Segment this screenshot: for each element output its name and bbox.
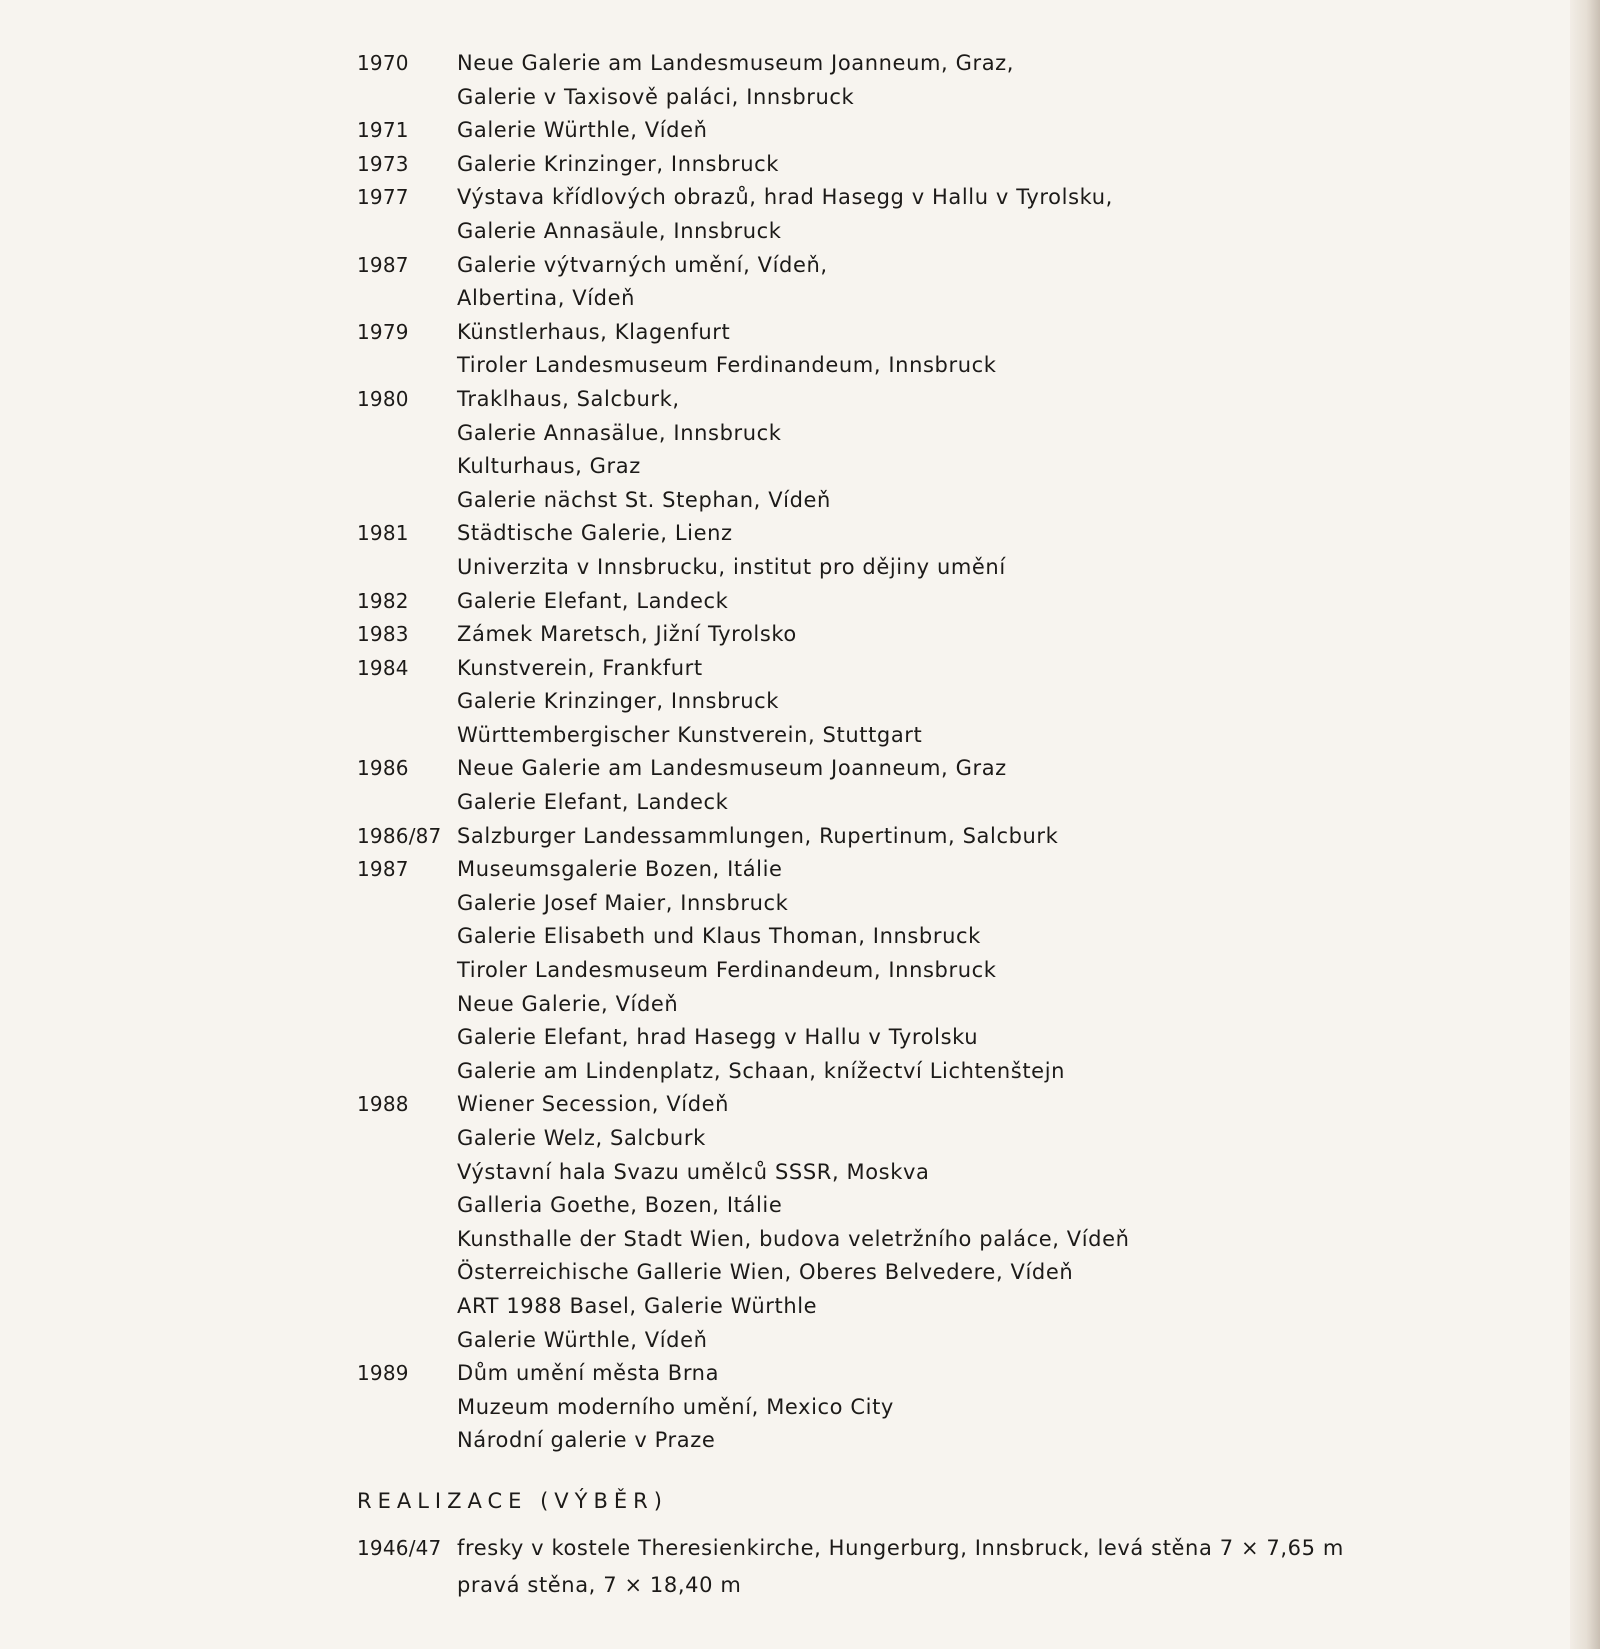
entry-text: Galerie Elefant, Landeck — [457, 790, 729, 815]
entry-text: Württembergischer Kunstverein, Stuttgart — [457, 722, 923, 747]
entry-text: Kulturhaus, Graz — [457, 454, 641, 479]
entry-list — [457, 585, 1357, 619]
year-group — [357, 1088, 1357, 1357]
entry-list — [457, 517, 1357, 584]
year-label: 1971 — [357, 118, 409, 143]
entry-list — [457, 752, 1357, 819]
year-group — [357, 618, 1357, 652]
entry-text: Wiener Secession, Vídeň — [457, 1092, 730, 1117]
entry-list — [457, 820, 1357, 854]
entry-text: Galerie Würthle, Vídeň — [457, 1327, 708, 1352]
year-group — [357, 316, 1357, 383]
entry-text: Neue Galerie am Landesmuseum Joanneum, Graz — [457, 756, 1007, 781]
entry-text: Galerie nächst St. Stephan, Vídeň — [457, 487, 831, 512]
entry-text: Výstava křídlových obrazů, hrad Hasegg v Hallu v Tyrolsku, — [457, 185, 1113, 210]
entry-list — [457, 148, 1357, 182]
entry-text: Galerie Würthle, Vídeň — [457, 118, 708, 143]
year-label: 1982 — [357, 588, 409, 613]
entry-text: Neue Galerie, Vídeň — [457, 991, 679, 1016]
entry-list — [457, 853, 1357, 1088]
year-label: 1970 — [357, 51, 409, 75]
entry-text: Künstlerhaus, Klagenfurt — [457, 319, 731, 344]
year-label: 1987 — [357, 252, 409, 277]
entry-text: Galerie Elefant, hrad Hasegg v Hallu v Tyrolsku — [457, 1025, 979, 1050]
year-label: 1987 — [357, 857, 409, 882]
entry-text: Tiroler Landesmuseum Ferdinandeum, Innsbruck — [457, 958, 997, 983]
entry-list — [457, 316, 1357, 383]
year-label: 1979 — [357, 319, 409, 344]
year-label: 1980 — [357, 386, 409, 411]
entry-text: Traklhaus, Salcburk, — [457, 386, 680, 411]
entry-text: Výstavní hala Svazu umělců SSSR, Moskva — [457, 1159, 930, 1184]
entry-list — [457, 1530, 1357, 1604]
entry-list — [457, 618, 1357, 652]
entry-text: Museumsgalerie Bozen, Itálie — [457, 857, 783, 882]
entry-text: Neue Galerie am Landesmuseum Joanneum, Graz, — [457, 51, 1015, 75]
year-group — [357, 853, 1357, 1088]
entry-list — [457, 1088, 1357, 1357]
entry-text: Kunsthalle der Stadt Wien, budova veletržního paláce, Vídeň — [457, 1226, 1130, 1251]
exhibitions-list — [357, 47, 1357, 1458]
year-group — [357, 249, 1357, 316]
year-label: 1981 — [357, 521, 409, 546]
entry-text: Städtische Galerie, Lienz — [457, 521, 733, 546]
entry-text: Muzeum moderního umění, Mexico City — [457, 1394, 894, 1419]
year-group — [357, 652, 1357, 753]
entry-text: fresky v kostele Theresienkirche, Hungerburg, Innsbruck, levá stěna 7 × 7,65 m — [457, 1536, 1344, 1560]
entry-text: Zámek Maretsch, Jižní Tyrolsko — [457, 622, 797, 647]
realizace-list — [357, 1530, 1357, 1604]
year-group — [357, 1357, 1357, 1458]
entry-list — [457, 249, 1357, 316]
year-group — [357, 820, 1357, 854]
year-label: 1986/87 — [357, 823, 442, 848]
entry-list — [457, 383, 1357, 517]
entry-list — [457, 47, 1357, 114]
entry-text: Dům umění města Brna — [457, 1361, 720, 1386]
year-group — [357, 1530, 1357, 1604]
entry-text: Galerie Elisabeth und Klaus Thoman, Innsbruck — [457, 924, 981, 949]
entry-text: Galleria Goethe, Bozen, Itálie — [457, 1193, 783, 1218]
year-label: 1989 — [357, 1361, 409, 1386]
entry-text: Österreichische Gallerie Wien, Oberes Belvedere, Vídeň — [457, 1260, 1074, 1285]
entry-text: Galerie Annasälue, Innsbruck — [457, 420, 782, 445]
entry-text: Galerie v Taxisově paláci, Innsbruck — [457, 84, 855, 109]
year-label: 1973 — [357, 151, 409, 176]
page-edge — [1570, 0, 1600, 1649]
entry-text: Galerie Annasäule, Innsbruck — [457, 218, 782, 243]
year-label: 1946/47 — [357, 1536, 442, 1560]
year-group — [357, 47, 1357, 114]
year-group — [357, 181, 1357, 248]
entry-text: Univerzita v Innsbrucku, institut pro dějiny umění — [457, 554, 1006, 579]
entry-text: Galerie Welz, Salcburk — [457, 1126, 706, 1150]
year-label: 1986 — [357, 756, 409, 781]
year-group — [357, 148, 1357, 182]
entry-text: Kunstverein, Frankfurt — [457, 655, 703, 680]
entry-text: Galerie Krinzinger, Innsbruck — [457, 689, 780, 714]
entry-text: Galerie am Lindenplatz, Schaan, knížectví Lichtenštejn — [457, 1058, 1066, 1083]
entry-list — [457, 114, 1357, 148]
year-label: 1988 — [357, 1092, 409, 1117]
entry-text: pravá stěna, 7 × 18,40 m — [457, 1573, 742, 1597]
year-group — [357, 585, 1357, 619]
entry-list — [457, 1357, 1357, 1458]
year-group — [357, 517, 1357, 584]
entry-text: Národní galerie v Praze — [457, 1428, 716, 1453]
year-label: 1984 — [357, 655, 409, 680]
entry-list — [457, 181, 1357, 248]
year-label: 1977 — [357, 185, 409, 210]
realizace-heading: REALIZACE (VÝBĚR) — [357, 1489, 668, 1513]
year-label: 1983 — [357, 622, 409, 647]
entry-text: Salzburger Landessammlungen, Rupertinum, Salcburk — [457, 823, 1059, 848]
entry-list — [457, 652, 1357, 753]
year-group — [357, 752, 1357, 819]
entry-text: Tiroler Landesmuseum Ferdinandeum, Innsbruck — [457, 353, 997, 378]
entry-text: Galerie výtvarných umění, Vídeň, — [457, 252, 828, 277]
entry-text: Galerie Krinzinger, Innsbruck — [457, 151, 780, 176]
entry-text: ART 1988 Basel, Galerie Würthle — [457, 1293, 818, 1318]
year-group — [357, 383, 1357, 517]
year-group — [357, 114, 1357, 148]
entry-text: Galerie Elefant, Landeck — [457, 588, 729, 613]
entry-text: Galerie Josef Maier, Innsbruck — [457, 890, 789, 915]
entry-text: Albertina, Vídeň — [457, 286, 636, 311]
